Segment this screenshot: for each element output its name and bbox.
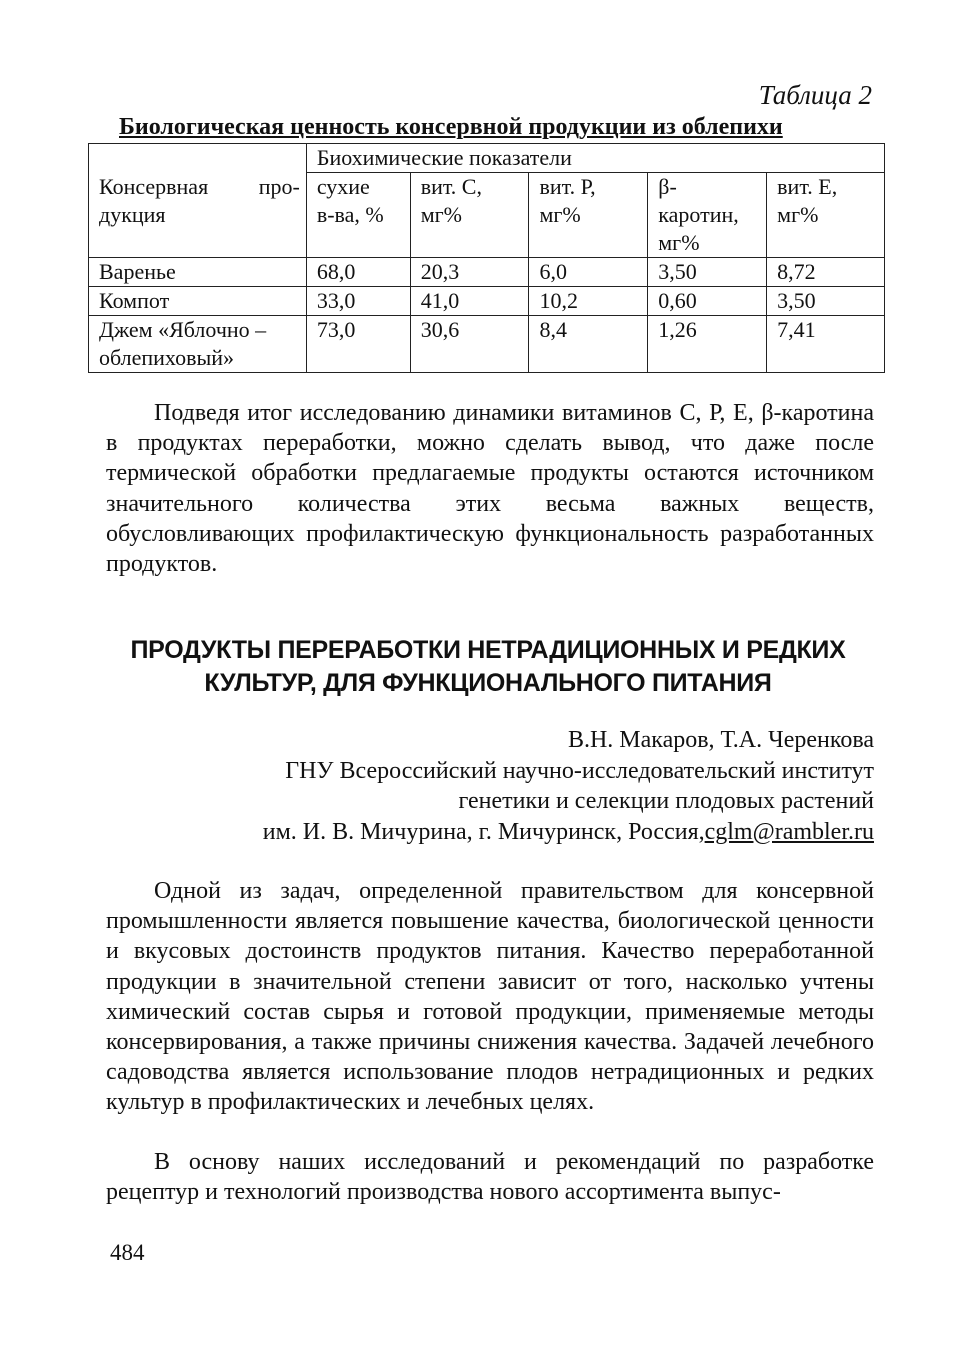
email-link[interactable]: cglm@rambler.ru (704, 818, 874, 845)
table-cell: 33,0 (306, 287, 410, 316)
table-title: Биологическая ценность консервной продукции из облепихи (119, 114, 783, 140)
table-cell: 73,0 (306, 316, 410, 373)
column-header: вит. Е, мг% (767, 173, 885, 258)
table-cell: 20,3 (410, 258, 529, 287)
article-title-line2: КУЛЬТУР, ДЛЯ ФУНКЦИОНАЛЬНОГО ПИТАНИЯ (204, 669, 772, 697)
body-paragraph: В основу наших исследований и рекомендаций по разработке рецептур и технологий производства нового ассортимента выпус- (106, 1149, 874, 1206)
page-number: 484 (110, 1240, 145, 1265)
table-cell: 8,72 (767, 258, 885, 287)
row-header-part2: про- (258, 173, 300, 199)
affiliation-line: генетики и селекции плодовых растений (458, 788, 874, 814)
row-name: Варенье (89, 258, 307, 287)
article-title (100, 634, 876, 700)
authors: В.Н. Макаров, Т.А. Черенкова (567, 727, 874, 753)
column-header: вит. Р, мг% (529, 173, 648, 258)
table-cell: 30,6 (410, 316, 529, 373)
table-row (89, 258, 885, 287)
row-header-part3: дукция (99, 201, 166, 227)
table-cell: 3,50 (767, 287, 885, 316)
row-name: Компот (89, 287, 307, 316)
table-cell: 6,0 (529, 258, 648, 287)
table-number: Таблица 2 (758, 80, 872, 110)
column-header: β- каротин, мг% (648, 173, 767, 258)
table-row (89, 316, 885, 373)
row-header-part1: Консервная (99, 173, 209, 199)
table-cell: 8,4 (529, 316, 648, 373)
column-header: вит. С, мг% (410, 173, 529, 258)
table-cell: 10,2 (529, 287, 648, 316)
nutrition-table (88, 143, 885, 373)
column-header: сухие в-ва, % (306, 173, 410, 258)
table-cell: 68,0 (306, 258, 410, 287)
body-paragraph: Одной из задач, определенной правительством для консервной промышленности является повышение качества, биологической ценности и вкусовых достоинств продуктов питания. Качество переработанной продукции в значительной степени зависит от того, насколько учтены химический состав сырья и готовой продукции, применяемые методы консервирования, а также причины снижения качества. Задачей лечебного садоводства является использование плодов нетрадиционных и редких культур в профилактических и лечебных целях. (106, 878, 874, 1116)
conclusion-paragraph: Подведя итог исследованию динамики витаминов С, Р, Е, β-каротина в продуктах переработки, можно сделать вывод, что даже после термической обработки предлагаемые продукты остаются источником значительного количества этих весьма важных веществ, обусловливающих профилактическую функциональность разработанных продуктов. (106, 400, 874, 578)
author-block (114, 725, 874, 847)
table-row (89, 287, 885, 316)
affiliation-line: им. И. В. Мичурина, г. Мичуринск, Россия,cglm@rambler.ru (262, 818, 874, 845)
row-name: Джем «Яблочно – облепиховый» (89, 316, 307, 373)
table-cell: 7,41 (767, 316, 885, 373)
table-cell: 3,50 (648, 258, 767, 287)
table-cell: 0,60 (648, 287, 767, 316)
table-cell: 1,26 (648, 316, 767, 373)
table-cell: 41,0 (410, 287, 529, 316)
row-header-cell (89, 144, 307, 258)
article-title-line1: ПРОДУКТЫ ПЕРЕРАБОТКИ НЕТРАДИЦИОННЫХ И РЕДКИХ (130, 636, 846, 664)
affiliation-line: ГНУ Всероссийский научно-исследовательский институт (285, 757, 874, 784)
group-header: Биохимические показатели (306, 144, 884, 173)
